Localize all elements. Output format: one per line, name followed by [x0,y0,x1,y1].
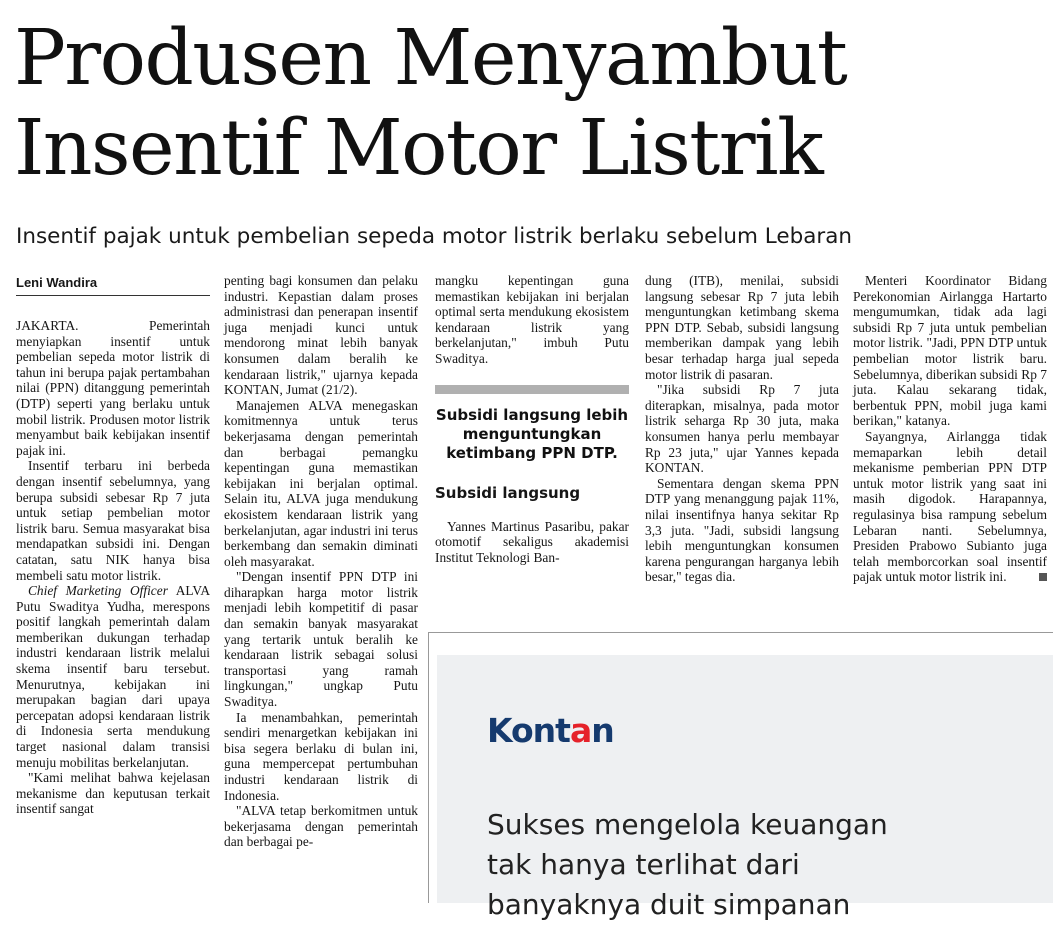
column-1 [16,273,210,817]
ad-line-1: Sukses mengelola keuangan [487,808,888,841]
paragraph [16,318,210,458]
paragraph: "Kami melihat bahwa kejelasan mekanisme dan keputusan terkait insentif sangat [16,770,210,817]
advertisement[interactable] [437,655,1053,921]
column-2 [224,273,418,850]
ad-tagline [487,805,1047,925]
paragraph: dung (ITB), menilai, subsidi langsung sebesar Rp 7 juta lebih menguntungkan ketimbang skema PPN DTP. Sebab, subsidi langsung memberikan dampak yang lebih besar terhadap harga jual sepeda motor listrik di pasaran. [645,273,839,382]
paragraph: mangku kepentingan guna memastikan kebijakan ini berjalan optimal serta mendukung ekosistem kendaraan listrik yang berkelanjutan," imbuh Putu Swaditya. [435,273,629,366]
logo-text-end: n [591,711,614,750]
kontan-logo [487,711,614,750]
paragraph: Ia menambahkan, pemerintah sendiri menargetkan kebijakan ini bisa segera berlaku di bulan ini, guna mempercepat pertumbuhan industri kendaraan listrik di Indonesia. [224,709,418,803]
headline-line-2: Insentif Motor Listrik [14,104,823,193]
section-heading: Subsidi langsung [435,483,581,502]
logo-accent: a [569,711,592,750]
italic-lead: Chief Marketing Officer [28,583,168,599]
paragraph [853,429,1047,585]
byline: Leni Wandira [16,273,210,296]
column-5 [853,273,1047,585]
paragraph: Manajemen ALVA menegaskan komitmennya untuk terus bekerjasama dengan pemerintah dan berbagai pemangku kepentingan guna memastikan kebijakan ini berjalan optimal. Selain itu, ALVA juga mendukung ekosistem kendaraan listrik yang berkelanjutan, agar industri ini terus berkembang dan semakin diminati oleh masyarakat. [224,397,418,569]
subheadline: Insentif pajak untuk pembelian sepeda motor listrik berlaku sebelum Lebaran [16,224,853,249]
end-of-article-icon [1039,573,1047,581]
paragraph: "Jika subsidi Rp 7 juta diterapkan, misalnya, pada motor listrik seharga Rp 30 juta, maka konsumen hanya perlu membayar Rp 23 juta," ujar Yannes kepada KONTAN. [645,382,839,476]
column-3 [435,273,629,565]
paragraph-text: Sayangnya, Airlangga tidak memaparkan lebih detail mekanisme pemberian PPN DTP untuk motor listrik yang saat ini masih digodok. Harapannya, regulasinya bisa rampung sebelum Lebaran nanti. Sebelumnya, Presiden Prabowo Subianto juga telah memborcorkan soal insentif pajak untuk motor listrik ini. [853,428,1047,585]
paragraph: Menteri Koordinator Bidang Perekonomian Airlangga Hartarto mengumumkan, tidak ada lagi subsidi Rp 7 juta untuk pembelian motor listrik. "Jadi, PPN DTP untuk pembelian motor listrik baru. Sebelumnya, diberikan subsidi Rp 7 juta. Kalau sekarang tidak, berbentuk PPN, mobil juga kami berikan," katanya. [853,273,1047,429]
ad-line-2: tak hanya terlihat dari [487,848,800,881]
ad-line-3: banyaknya duit simpanan [487,888,851,921]
pull-quote: Subsidi langsung lebih menguntungkan ketimbang PPN DTP. [435,385,629,463]
paragraph: penting bagi konsumen dan pelaku industri. Kepastian dalam proses administrasi dan penerapan insentif juga menjadi kunci untuk mendorong minat lebih banyak konsumen dalam beralih ke kendaraan listrik," ujarnya kepada KONTAN, Jumat (21/2). [224,273,418,398]
paragraph [16,583,210,770]
logo-text: Kont [487,711,570,750]
paragraph: Sementara dengan skema PPN DTP yang menanggung pajak 11%, nilai insentifnya hanya sekitar Rp 3,3 juta. "Jadi, subsidi langsung lebih menguntungkan konsumen karena pengurangan harganya lebih besar," tegas dia. [645,475,839,585]
paragraph-text: ALVA Putu Swaditya Yudha, merespons positif langkah pemerintah dalam memberikan dukungan terhadap industri kendaraan listrik melalui skema insentif baru tersebut. Menurutnya, kebijakan ini merupakan bagian dari upaya percepatan adopsi kendaraan listrik di Indonesia serta mendukung target nasional dalam transisi menuju mobilitas berkelanjutan. [16,583,210,770]
paragraph: "Dengan insentif PPN DTP ini diharapkan harga motor listrik menjadi lebih kompetitif di pasar dan semakin banyak masyarakat yang tertarik untuk beralih ke kendaraan listrik sebagai solusi transportasi yang ramah lingkungan," ungkap Putu Swaditya. [224,569,418,710]
column-4 [645,273,839,585]
dateline: JAKARTA. [16,318,79,333]
paragraph: Yannes Martinus Pasaribu, pakar otomotif sekaligus akademisi Institut Teknologi Ban- [435,518,629,565]
paragraph: "ALVA tetap berkomitmen untuk bekerjasama dengan pemerintah dan berbagai pe- [224,803,418,850]
headline [14,14,1044,194]
paragraph: Insentif terbaru ini berbeda dengan insentif sebelumnya, yang berupa subsidi sebesar Rp 7 juta untuk setiap pembelian motor listrik baru. Semua masyarakat bisa mendapatkan subsidi ini. Dengan catatan, satu NIK hanya bisa membeli satu motor listrik. [16,458,210,583]
headline-line-1: Produsen Menyambut [14,14,847,103]
paragraph-text: Pemerintah menyiapkan insentif untuk pembelian sepeda motor listrik di tahun ini berupa pajak pertambahan nilai (PPN) ditanggung pemerintah (DTP) seperti yang berlaku untuk mobil listrik. Produsen motor listrik menyambut baik kebijakan insentif pajak ini. [16,318,210,458]
